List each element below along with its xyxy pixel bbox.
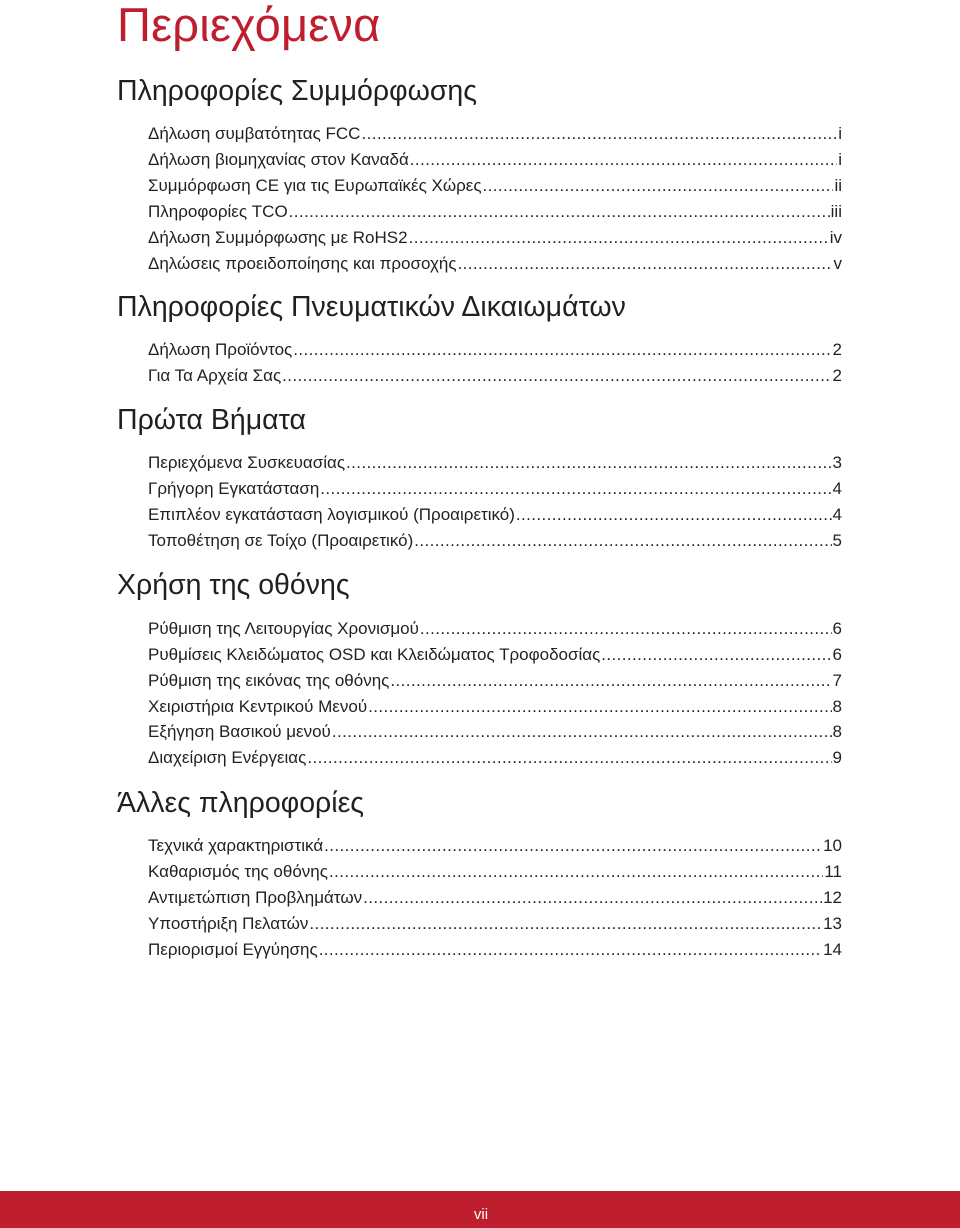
dot-leader: [414, 529, 831, 553]
dot-leader: [309, 912, 822, 936]
dot-leader: [458, 252, 833, 276]
toc-entry-page: ii: [834, 176, 842, 195]
toc-entry-label: Αντιμετώπιση Προβλημάτων: [148, 888, 363, 907]
dot-leader: [420, 617, 832, 641]
toc-entry-label: Συμμόρφωση CE για τις Ευρωπαϊκές Χώρες: [148, 176, 482, 195]
toc-entry[interactable]: [148, 364, 842, 388]
toc-entry-page: 11: [824, 862, 842, 881]
toc-entry-label: Εξήγηση Βασικού μενού: [148, 722, 331, 741]
toc-entry-page: i: [838, 150, 842, 169]
toc-entry[interactable]: [148, 529, 842, 553]
toc-entry-page: 6: [832, 619, 842, 638]
toc-entry-page: 8: [832, 722, 842, 741]
toc-entry-page: 9: [832, 748, 842, 767]
toc-entry[interactable]: [148, 669, 842, 693]
toc-entry-page: 8: [832, 697, 842, 716]
toc-entry-page: 12: [823, 888, 842, 907]
section-heading-copyright[interactable]: Πληροφορίες Πνευματικών Δικαιωμάτων: [117, 291, 626, 323]
dot-leader: [324, 834, 822, 858]
dot-leader: [409, 226, 829, 250]
toc-entry[interactable]: [148, 695, 842, 719]
page-title: Περιεχόμενα: [117, 0, 381, 51]
toc-entry-label: Τεχνικά χαρακτηριστικά: [148, 836, 324, 855]
toc-entry[interactable]: [148, 746, 842, 770]
toc-entry[interactable]: [148, 174, 842, 198]
dot-leader: [390, 669, 831, 693]
section-heading-getting-started[interactable]: Πρώτα Βήματα: [117, 404, 306, 436]
toc-entry[interactable]: [148, 338, 842, 362]
toc-entry[interactable]: [148, 860, 842, 884]
toc-entry-label: Για Τα Αρχεία Σας: [148, 366, 282, 385]
dot-leader: [410, 148, 837, 172]
toc-entry-label: Γρήγορη Εγκατάσταση: [148, 479, 320, 498]
toc-entry[interactable]: [148, 834, 842, 858]
toc-entry[interactable]: [148, 938, 842, 962]
toc-entry-label: Ρύθμιση της εικόνας της οθόνης: [148, 671, 390, 690]
dot-leader: [329, 860, 823, 884]
toc-entry-page: 4: [832, 479, 842, 498]
dot-leader: [307, 746, 831, 770]
toc-entry-page: 10: [823, 836, 842, 855]
toc-entry[interactable]: [148, 477, 842, 501]
toc-entry-label: Επιπλέον εγκατάσταση λογισμικού (Προαιρετικό): [148, 505, 515, 524]
footer-page-number: vii: [473, 1206, 489, 1223]
toc-entry-page: 7: [832, 671, 842, 690]
toc-entry-label: Πληροφορίες TCO: [148, 202, 288, 221]
toc-entry-page: 3: [832, 453, 842, 472]
toc-entry-page: 4: [832, 505, 842, 524]
toc-entry-page: iv: [829, 228, 842, 247]
toc-entry-label: Τοποθέτηση σε Τοίχο (Προαιρετικό): [148, 531, 414, 550]
section-heading-compliance[interactable]: Πληροφορίες Συμμόρφωσης: [117, 75, 477, 107]
toc-entry[interactable]: [148, 226, 842, 250]
toc-entry-label: Καθαρισμός της οθόνης: [148, 862, 328, 881]
toc-entry-label: Χειριστήρια Κεντρικού Μενού: [148, 697, 368, 716]
dot-leader: [483, 174, 834, 198]
dot-leader: [332, 720, 832, 744]
toc-entry[interactable]: [148, 148, 842, 172]
toc-entry-page: i: [838, 124, 842, 143]
toc-entry-label: Περιορισμοί Εγγύησης: [148, 940, 318, 959]
toc-entry-label: Ρυθμίσεις Κλειδώματος OSD και Κλειδώματος Τροφοδοσίας: [148, 645, 601, 664]
dot-leader: [363, 886, 822, 910]
toc-entry-page: 5: [832, 531, 842, 550]
dot-leader: [516, 503, 832, 527]
toc-entry-label: Δήλωση βιομηχανίας στον Καναδά: [148, 150, 409, 169]
dot-leader: [319, 938, 822, 962]
toc-entry-label: Περιεχόμενα Συσκευασίας: [148, 453, 346, 472]
toc-entry-label: Διαχείριση Ενέργειας: [148, 748, 307, 767]
toc-entry[interactable]: [148, 122, 842, 146]
toc-entry-page: v: [833, 254, 842, 273]
dot-leader: [601, 643, 831, 667]
toc-entry[interactable]: [148, 720, 842, 744]
toc-entry[interactable]: [148, 200, 842, 224]
section-heading-using-monitor[interactable]: Χρήση της οθόνης: [117, 569, 350, 601]
dot-leader: [346, 451, 832, 475]
dot-leader: [320, 477, 831, 501]
dot-leader: [289, 200, 830, 224]
dot-leader: [282, 364, 831, 388]
toc-entry-page: 2: [832, 340, 842, 359]
toc-entry-page: 14: [823, 940, 842, 959]
section-heading-other-info[interactable]: Άλλες πληροφορίες: [117, 787, 365, 819]
toc-entry-page: 13: [823, 914, 842, 933]
toc-entry[interactable]: [148, 617, 842, 641]
toc-entry-page: 6: [832, 645, 842, 664]
toc-entry-label: Δήλωση Προϊόντος: [148, 340, 293, 359]
toc-entry[interactable]: [148, 886, 842, 910]
toc-entry-label: Δήλωση συμβατότητας FCC: [148, 124, 361, 143]
dot-leader: [361, 122, 837, 146]
dot-leader: [293, 338, 831, 362]
toc-entry-label: Υποστήριξη Πελατών: [148, 914, 309, 933]
toc-entry-label: Δηλώσεις προειδοποίησης και προσοχής: [148, 254, 457, 273]
toc-entry[interactable]: [148, 252, 842, 276]
toc-entry[interactable]: [148, 451, 842, 475]
toc-entry[interactable]: [148, 643, 842, 667]
dot-leader: [368, 695, 831, 719]
toc-entry-label: Ρύθμιση της Λειτουργίας Χρονισμού: [148, 619, 419, 638]
toc-entry[interactable]: [148, 912, 842, 936]
toc-entry-page: iii: [830, 202, 842, 221]
toc-entry[interactable]: [148, 503, 842, 527]
toc-entry-page: 2: [832, 366, 842, 385]
toc-entry-label: Δήλωση Συμμόρφωσης με RoHS2: [148, 228, 408, 247]
